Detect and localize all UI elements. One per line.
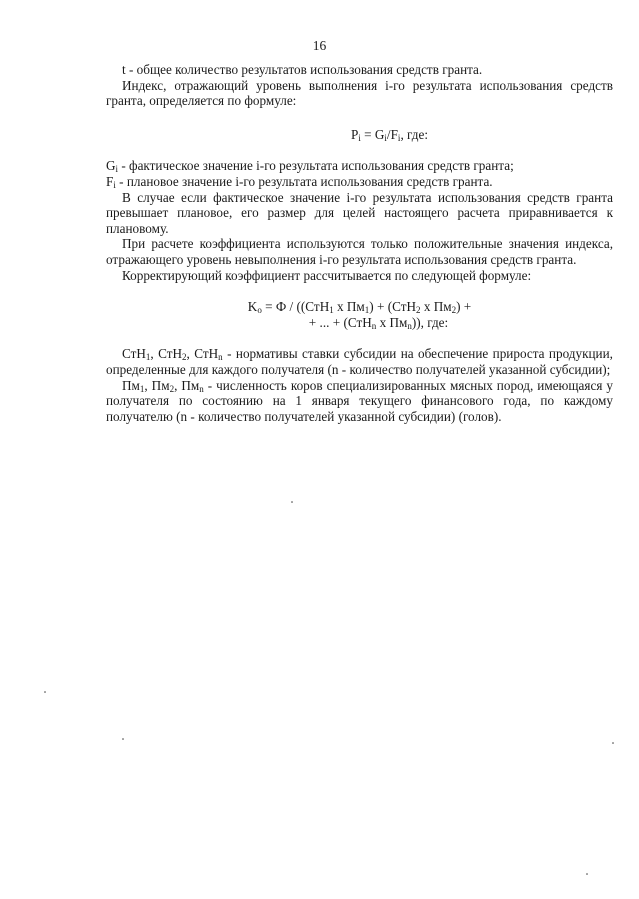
document-body (106, 62, 613, 424)
paragraph-fi-definition: $F_i$ - плановое значение i-го результата использования средств гранта. (106, 173, 493, 190)
paragraph-coefficient-intro: Корректирующий коэффициент рассчитывается по следующей формуле: (122, 267, 532, 283)
paragraph-pm-definition: $Пм_1$, $Пм_2$, $Пм_n$ - численность коров специализированных мясных пород, имеющаяся у получателя по состоянию на 1 января текущего финансового года, по каждому получателю (n - количество получателей указанной субсидии) (голов). (106, 377, 613, 424)
formula-ko-line-2: + ... + (СтН$_n$ x $Пм_n$)), где: (308, 314, 449, 331)
scan-speck (44, 691, 46, 693)
paragraph-plan-exceeded: В случае если фактическое значение i-го результата использования средств гранта превышает плановое, его размер для целей настоящего расчета приравнивается к плановому. (106, 189, 613, 236)
paragraph-gi-definition: $G_i$ - фактическое значение i-го результата использования средств гранта; (106, 158, 514, 175)
formula-ko: $K_о = Ф / ((СтН_1$ x $Пм_1) + (СтН_2$ x $Пм_2$) + + ... + (СтН$_n$ x $Пм_n$)), где: (106, 299, 613, 330)
paragraph-t-definition: t - общее количество результатов использования средств гранта. (122, 62, 483, 77)
scan-speck (612, 742, 614, 744)
scan-speck (122, 738, 124, 740)
scan-speck (586, 873, 588, 875)
paragraph-stn-definition: СтН$_1$, СтН$_2$, СтН$_n$ - нормативы ставки субсидии на обеспечение прироста продукции, определенные для каждого получателя (n - количество получателей указанной субсидии); (106, 346, 613, 377)
paragraph-index-intro: Индекс, отражающий уровень выполнения i-го результата использования средств гранта, определяется по формуле: (106, 77, 613, 109)
page-number: 16 (312, 38, 327, 53)
paragraph-positive-values: При расчете коэффициента используются только положительные значения индекса, отражающего уровень невыполнения i-го результата использования средств гранта. (106, 236, 613, 267)
scan-speck (291, 501, 293, 503)
formula-pi: $P_i = G_i/F_i$, где: (350, 126, 429, 143)
